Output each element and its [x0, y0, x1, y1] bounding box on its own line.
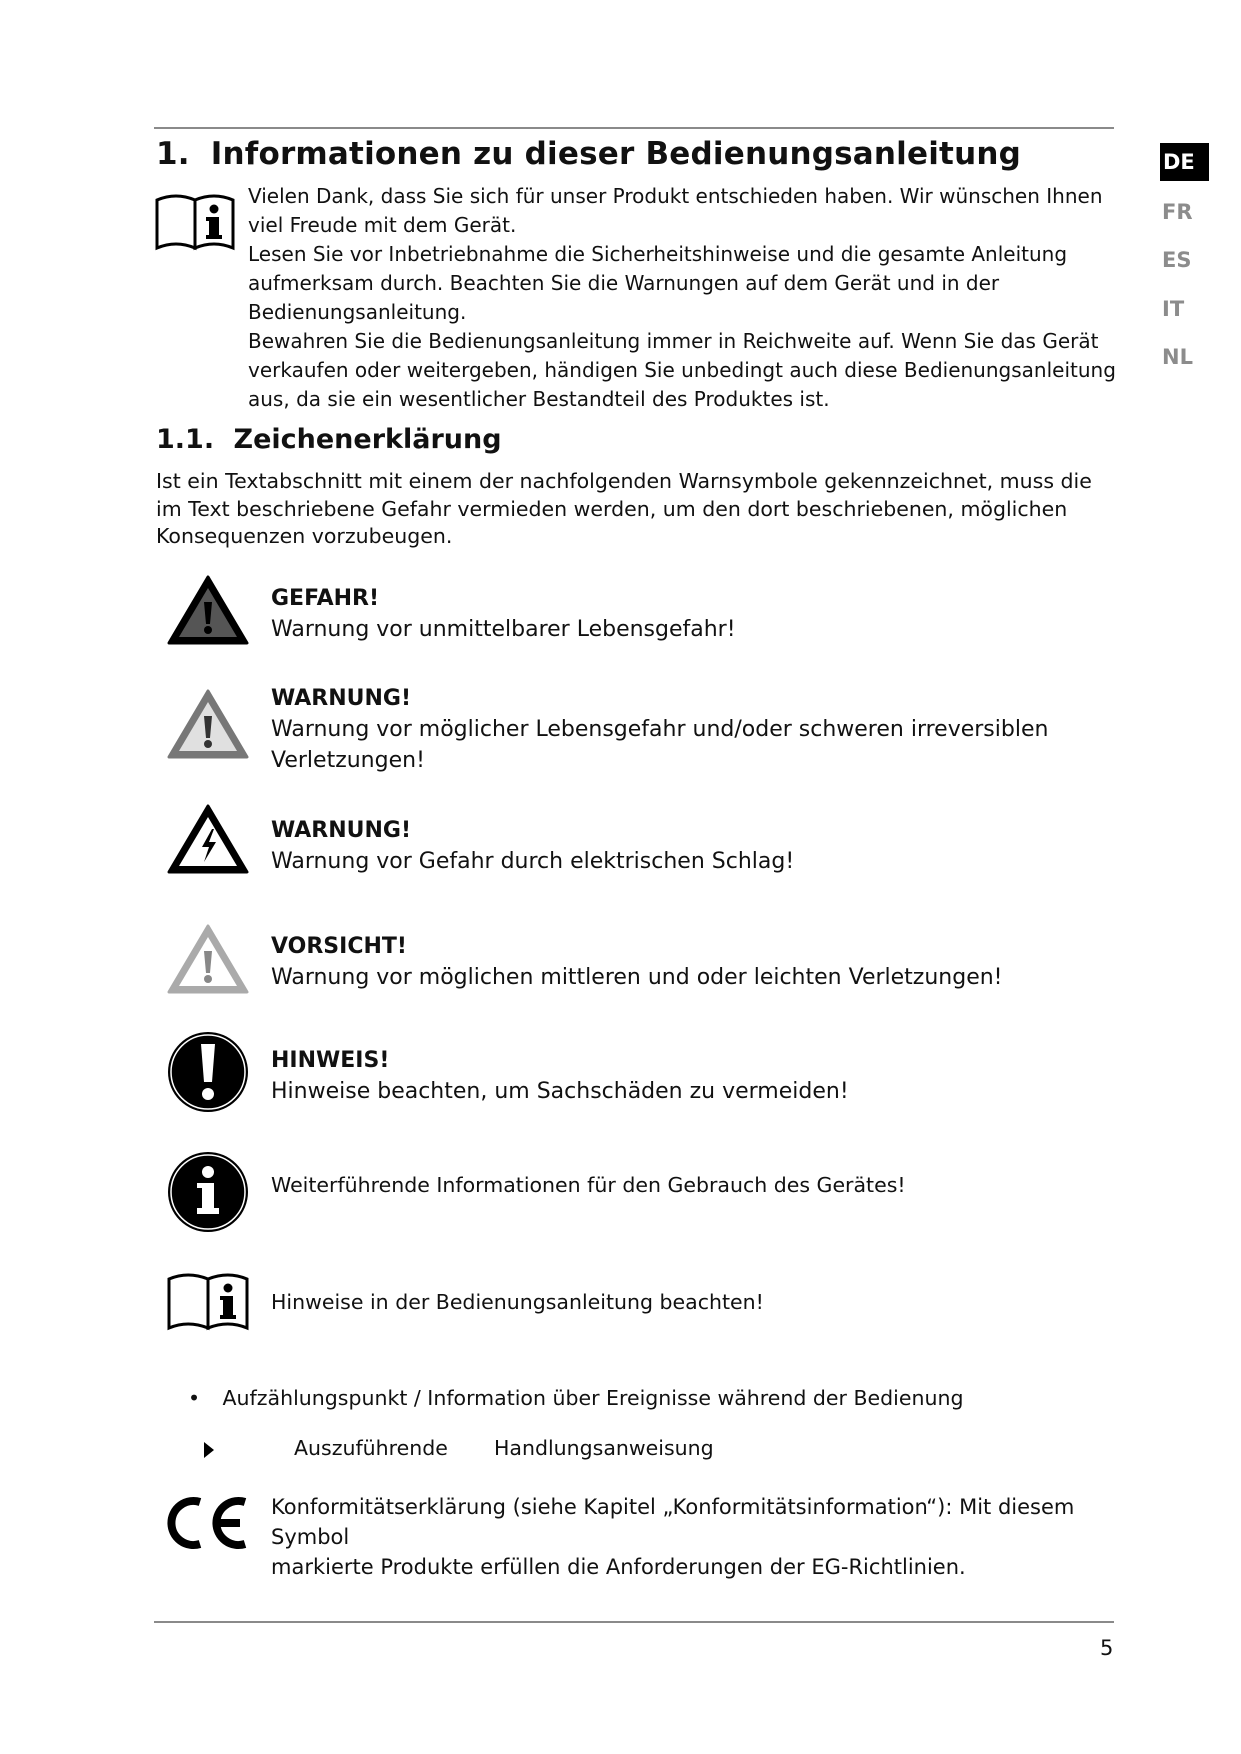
symbol-description: Warnung vor Gefahr durch elektrischen Schlag! [271, 849, 795, 874]
danger-warning-triangle-icon [166, 574, 250, 646]
symbol-title: WARNUNG! [271, 818, 412, 843]
manual-info-icon [166, 1270, 250, 1334]
symbol-description: Hinweise beachten, um Sachschäden zu vermeiden! [271, 1079, 849, 1104]
symbol-description: Warnung vor unmittelbarer Lebensgefahr! [271, 617, 736, 642]
symbol-title: GEFAHR! [271, 586, 380, 611]
symbol-entry-notice [271, 1046, 1121, 1107]
legend-intro: Ist ein Textabschnitt mit einem der nachfolgenden Warnsymbole gekennzeichnet, muss die im Text beschriebene Gefahr vermieden werden, um den dort beschriebenen, möglichen Konsequenzen vorzubeugen. [156, 469, 1092, 548]
language-tab-nl[interactable]: NL [1162, 345, 1193, 369]
ce-declaration [271, 1492, 1121, 1582]
symbol-title: HINWEIS! [271, 1048, 390, 1073]
symbol-title: WARNUNG! [271, 686, 412, 711]
symbol-entry-electric [271, 816, 1121, 877]
triangle-right-icon [204, 1442, 214, 1458]
intro-paragraph: Bewahren Sie die Bedienungsanleitung immer in Reichweite auf. Wenn Sie das Gerät verkaufen oder weitergeben, händigen Sie unbedingt auch diese Bedienungsanleitung aus, da sie ein wesentlicher Bestandteil des Produktes ist. [248, 329, 1116, 411]
caution-triangle-icon [166, 923, 250, 995]
bullet-list-item [188, 1386, 963, 1410]
subheading-number: 1.1. [156, 424, 215, 455]
page-number: 5 [1100, 1636, 1114, 1660]
symbol-entry-info [271, 1171, 1121, 1199]
symbol-entry-manual [271, 1288, 1121, 1316]
symbol-description: Weiterführende Informationen für den Gebrauch des Gerätes! [271, 1173, 906, 1197]
intro-paragraph: Vielen Dank, dass Sie sich für unser Produkt entschieden haben. Wir wünschen Ihnen viel Freude mit dem Gerät. [248, 184, 1103, 237]
heading-number: 1. [156, 136, 190, 172]
notice-exclamation-icon [166, 1030, 250, 1114]
step-word-2: Handlungsanweisung [494, 1436, 714, 1460]
symbol-description: Warnung vor möglichen mittleren und oder leichten Verletzungen! [271, 965, 1003, 990]
symbol-description: Hinweise in der Bedienungsanleitung beachten! [271, 1290, 764, 1314]
ce-text-line: Konformitätserklärung (siehe Kapitel „Konformitätsinformation“): Mit diesem Symbol [271, 1495, 1075, 1549]
intro-paragraph: Lesen Sie vor Inbetriebnahme die Sicherheitshinweise und die gesamte Anleitung aufmerksam durch. Beachten Sie die Warnungen auf dem Gerät und in der Bedienungsanleitung. [248, 242, 1068, 324]
bullet-text: Aufzählungspunkt / Information über Ereignisse während der Bedienung [222, 1386, 964, 1410]
symbol-entry-danger [271, 584, 1121, 645]
section-title [156, 424, 502, 455]
heading-text: Informationen zu dieser Bedienungsanleitung [210, 136, 1022, 172]
top-rule [154, 127, 1114, 129]
warning-triangle-icon [166, 688, 250, 760]
language-tab-fr[interactable]: FR [1162, 200, 1193, 224]
ce-text-line: markierte Produkte erfüllen die Anforderungen der EG-Richtlinien. [271, 1555, 966, 1579]
language-tab-it[interactable]: IT [1162, 297, 1185, 321]
manual-info-icon [154, 192, 236, 254]
symbol-entry-warning [271, 684, 1121, 776]
subheading-text: Zeichenerklärung [233, 424, 502, 455]
intro-text [248, 182, 1118, 414]
info-circle-icon [166, 1150, 250, 1234]
symbol-description: Warnung vor möglicher Lebensgefahr und/oder schweren irreversiblen Verletzungen! [271, 717, 1049, 773]
bullet-symbol: • [188, 1386, 201, 1410]
ce-mark-icon [164, 1494, 250, 1552]
symbol-entry-caution [271, 932, 1121, 993]
language-tab-es[interactable]: ES [1162, 248, 1192, 272]
page-title [156, 136, 1021, 172]
step-word-1: Auszuführende [294, 1436, 448, 1460]
bottom-rule [154, 1621, 1114, 1623]
symbol-title: VORSICHT! [271, 934, 407, 959]
language-tab-de[interactable]: DE [1160, 143, 1209, 181]
electric-shock-triangle-icon [166, 803, 250, 875]
